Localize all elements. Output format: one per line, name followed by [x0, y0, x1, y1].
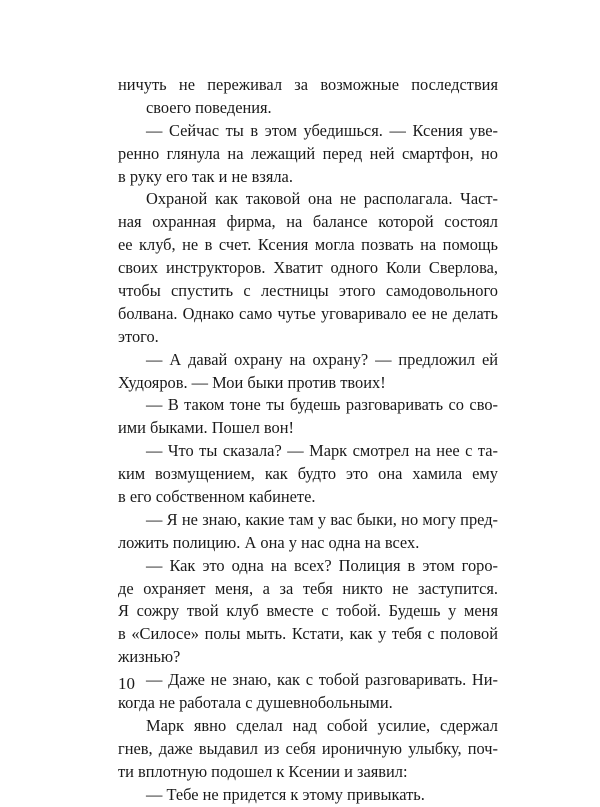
text-line: Я сожру твой клуб вместе с тобой. Будешь у меня	[118, 601, 498, 621]
text-line: болвана. Однако само чутье уговаривало ее не делать	[118, 303, 498, 323]
text-line: — Что ты сказала? — Марк смотрел на нее с та-	[146, 441, 498, 461]
text-line: гнев, даже выдавил из себя ироничную улыбку, поч-	[118, 738, 498, 758]
text-line: жизнью?	[118, 647, 181, 667]
text-line: ничуть не переживал за возможные последствия	[118, 75, 498, 94]
text-line: своего поведения.	[146, 97, 272, 117]
text-line: — Даже не знаю, как с тобой разговаривать. Ни-	[146, 670, 498, 690]
text-line: ти вплотную подошел к Ксении и заявил:	[118, 761, 408, 781]
text-line: — Я не знаю, какие там у вас быки, но могу пред-	[146, 509, 498, 529]
text-line: когда не работала с душевнобольными.	[118, 693, 393, 713]
text-line: — Как это одна на всех? Полиция в этом горо-	[146, 555, 498, 575]
text-line: этого.	[118, 326, 159, 346]
text-line: в руку его так и не взяла.	[118, 166, 293, 186]
text-line: де охраняет меня, а за тебя никто не заступится.	[118, 578, 498, 598]
text-line: в его собственном кабинете.	[118, 487, 316, 507]
text-line: ренно глянула на лежащий перед ней смартфон, но	[118, 143, 498, 163]
text-line: ная охранная фирма, на балансе которой состоял	[118, 212, 498, 232]
text-line: — В таком тоне ты будешь разговаривать со сво-	[146, 395, 498, 415]
text-line: Охраной как таковой она не располагала. Част-	[146, 189, 498, 209]
text-line: в «Силосе» полы мыть. Кстати, как у тебя с половой	[118, 624, 498, 644]
text-line: чтобы спустить с лестницы этого самодовольного	[118, 281, 498, 301]
text-line: своих инструкторов. Хватит одного Коли Сверлова,	[118, 258, 498, 278]
text-line: ким возмущением, как будто это она хамила ему	[118, 464, 498, 484]
text-line: ее клуб, не в счет. Ксения могла позвать на помощь	[118, 235, 498, 255]
text-line: ими быками. Пошел вон!	[118, 418, 294, 438]
text-line: Марк явно сделал над собой усилие, сдержал	[146, 715, 498, 735]
text-line: ложить полицию. А она у нас одна на всех.	[118, 532, 420, 552]
text-line: Худояров. — Мои быки против твоих!	[118, 372, 386, 392]
text-line: — А давай охрану на охрану? — предложил ей	[146, 349, 498, 369]
body-text	[118, 74, 498, 807]
text-line: — Сейчас ты в этом убедишься. — Ксения уве-	[146, 120, 498, 140]
text-line: — Тебе не придется к этому привыкать.	[146, 784, 425, 804]
page-number: 10	[118, 674, 135, 693]
